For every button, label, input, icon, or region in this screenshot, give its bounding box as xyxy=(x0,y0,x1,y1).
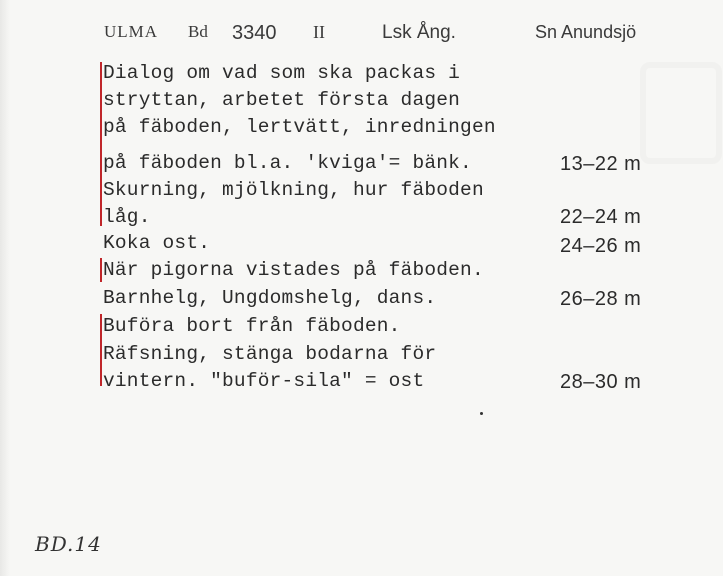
content-line: på fäboden bl.a. 'kviga'= bänk. xyxy=(103,152,472,174)
volume-label: Bd xyxy=(188,22,208,41)
content-line: Koka ost. xyxy=(103,232,211,254)
socken-field: Sn Anundsjö xyxy=(535,22,637,42)
margin-mark xyxy=(100,184,102,226)
content-line: på fäboden, lertvätt, inredningen xyxy=(103,116,496,138)
card-edge xyxy=(0,0,10,576)
ink-dot xyxy=(480,412,483,415)
margin-mark xyxy=(100,314,102,386)
record-part: II xyxy=(313,22,325,42)
margin-mark xyxy=(100,62,102,184)
page-range: 13–22 m xyxy=(560,153,642,175)
content-line: låg. xyxy=(103,206,151,228)
page-range: 24–26 m xyxy=(560,235,642,257)
content-line: Räfsning, stänga bodarna för xyxy=(103,343,437,365)
content-line: Skurning, mjölkning, hur fäboden xyxy=(103,179,484,201)
page-range: 22–24 m xyxy=(560,206,642,228)
content-line: Dialog om vad som ska packas i xyxy=(103,62,461,84)
content-line: stryttan, arbetet första dagen xyxy=(103,89,461,111)
record-number: 3340 xyxy=(232,22,277,44)
handwritten-signature: BD.14 xyxy=(35,532,102,556)
page-range: 28–30 m xyxy=(560,371,642,393)
archive-code: ULMA xyxy=(104,22,159,41)
page-range: 26–28 m xyxy=(560,288,642,310)
content-line: När pigorna vistades på fäboden. xyxy=(103,259,484,281)
content-line: Buföra bort från fäboden. xyxy=(103,315,401,337)
card-header xyxy=(0,22,723,52)
content-line: Barnhelg, Ungdomshelg, dans. xyxy=(103,287,437,309)
margin-mark xyxy=(100,258,102,282)
bleed-through-mark xyxy=(640,62,722,164)
landskap-field: Lsk Ång. xyxy=(382,22,456,43)
content-line: vintern. "buför-sila" = ost xyxy=(103,370,425,392)
